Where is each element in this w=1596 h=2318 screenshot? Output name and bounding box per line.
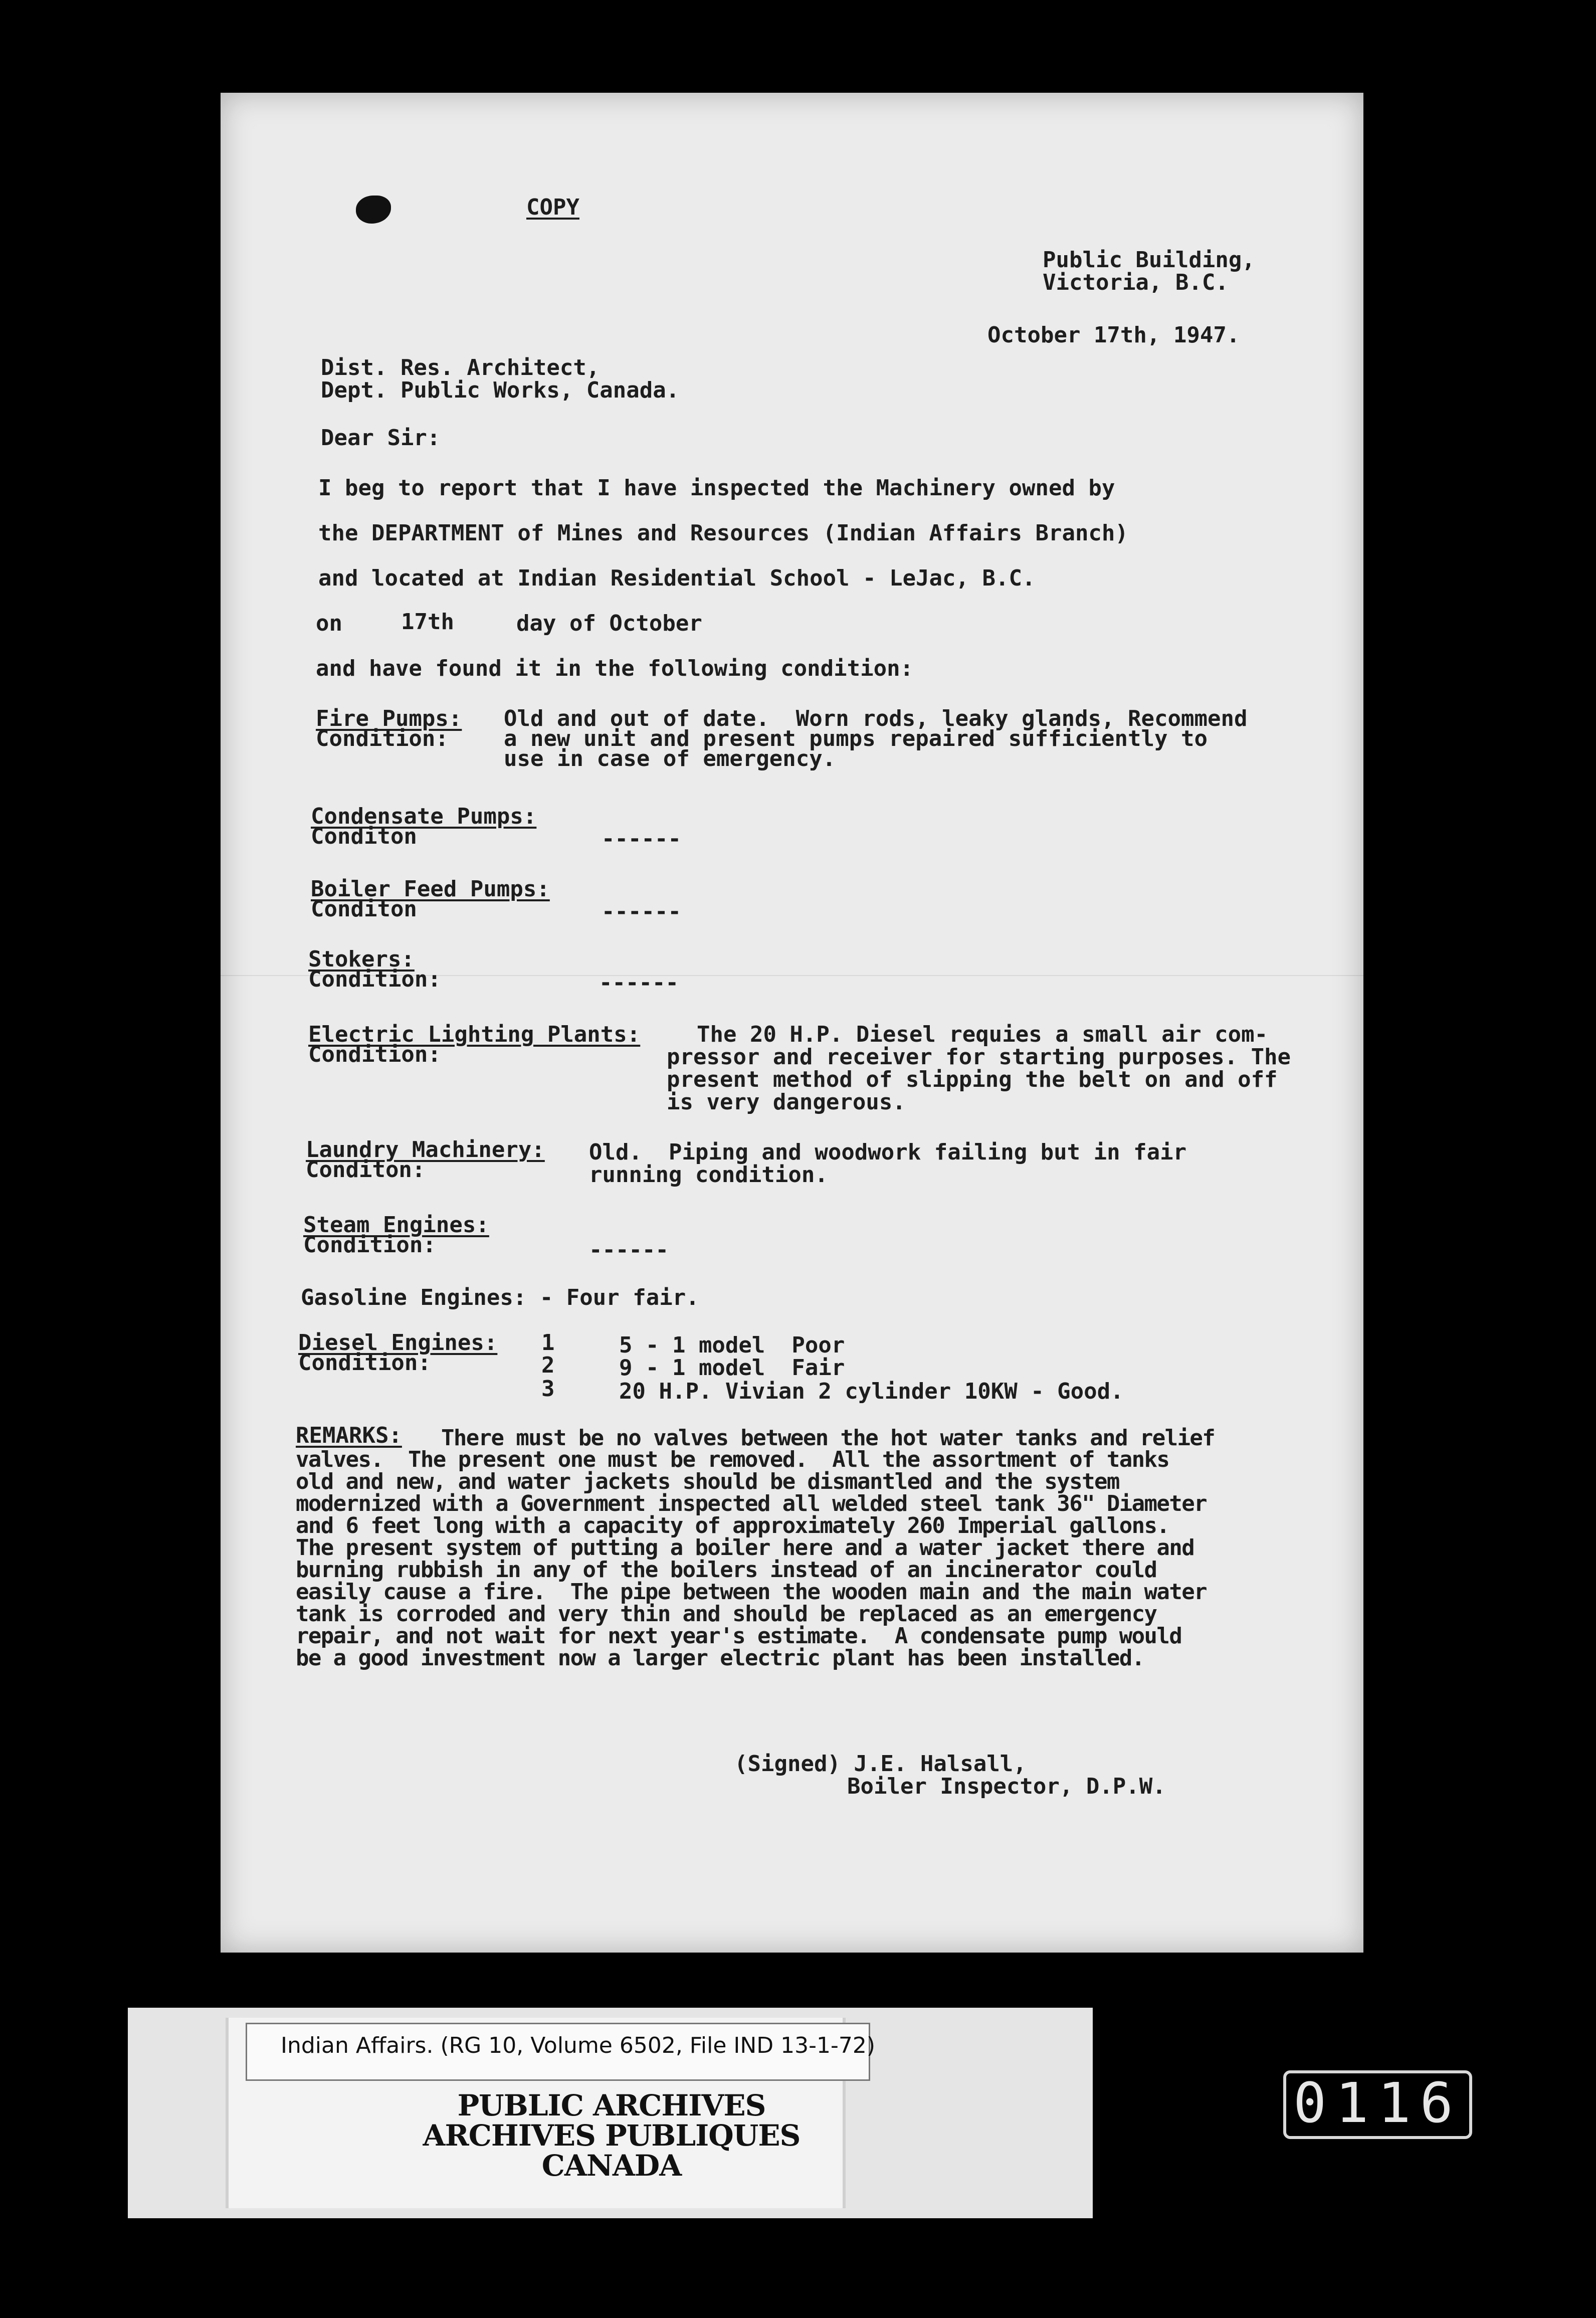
fire-pumps-label: Fire Pumps: (316, 706, 462, 731)
fire-pumps-text-2: a new unit and present pumps repaired sufficiently to (504, 726, 1208, 751)
intro-line-2: the DEPARTMENT of Mines and Resources (Indian Affairs Branch) (318, 520, 1128, 546)
stokers-label: Stokers: (308, 946, 415, 972)
condensate-pumps-label: Condensate Pumps: (311, 804, 537, 829)
date-day-of: day of October (516, 611, 702, 636)
laundry-machinery-text-2: running condition. (589, 1162, 828, 1188)
recipient-line-1: Dist. Res. Architect, (321, 355, 600, 380)
letter-date: October 17th, 1947. (987, 322, 1240, 348)
intro-line-1: I beg to report that I have inspected the Machinery owned by (318, 475, 1115, 501)
electric-lighting-label: Electric Lighting Plants: (308, 1022, 641, 1047)
sender-address-line-1: Public Building, (1043, 247, 1255, 273)
diesel-row-2-num: 2 (541, 1353, 555, 1378)
remarks-label: REMARKS: (296, 1423, 402, 1448)
diesel-engines-condition-label: Condition: (298, 1350, 431, 1376)
electric-lighting-text-2: pressor and receiver for starting purposes. The (667, 1044, 1291, 1070)
document-page (221, 93, 1363, 1953)
salutation: Dear Sir: (321, 425, 441, 451)
steam-engines-value: ------ (589, 1237, 669, 1263)
remarks-first-line: There must be no valves between the hot water tanks and relief (441, 1425, 1215, 1451)
gasoline-engines-line: Gasoline Engines: - Four fair. (301, 1285, 699, 1310)
electric-lighting-text-3: present method of slipping the belt on and off (667, 1067, 1278, 1092)
stokers-value: ------ (599, 970, 679, 996)
laundry-machinery-condition-label: Conditon: (306, 1157, 426, 1183)
found-line: and have found it in the following condition: (316, 656, 914, 681)
condensate-pumps-value: ------ (602, 826, 681, 852)
date-on: on (316, 611, 342, 636)
signature-title: Boiler Inspector, D.P.W. (847, 1774, 1166, 1799)
laundry-machinery-text-1: Old. Piping and woodwork failing but in fair (589, 1139, 1187, 1165)
electric-lighting-text-4: is very dangerous. (667, 1089, 906, 1115)
copy-heading: COPY (526, 195, 579, 220)
fire-pumps-text-3: use in case of emergency. (504, 746, 836, 771)
sender-address-line-2: Victoria, B.C. (1043, 270, 1229, 295)
diesel-row-2-text: 9 - 1 model Fair (619, 1355, 845, 1381)
remarks-line-3: modernized with a Government inspected all welded steel tank 36" Diameter (296, 1491, 1207, 1516)
boiler-feed-pumps-condition-label: Conditon (311, 896, 417, 922)
remarks-line-2: old and new, and water jackets should be dismantled and the system (296, 1469, 1119, 1494)
remarks-line-10: be a good investment now a larger electric plant has been installed. (296, 1645, 1144, 1671)
electric-lighting-condition-label: Condition: (308, 1042, 441, 1067)
boiler-feed-pumps-label: Boiler Feed Pumps: (311, 876, 550, 902)
remarks-line-9: repair, and not wait for next year's estimate. A condensate pump would (296, 1623, 1182, 1649)
signature-name: (Signed) J.E. Halsall, (734, 1751, 1027, 1777)
frame-counter: 0116 (1293, 2071, 1462, 2135)
fire-pumps-condition-label: Condition: (316, 726, 449, 751)
steam-engines-label: Steam Engines: (303, 1212, 489, 1238)
archive-line-1: PUBLIC ARCHIVES (457, 2088, 766, 2122)
electric-lighting-text-1: The 20 H.P. Diesel requies a small air com- (697, 1022, 1268, 1047)
remarks-line-5: The present system of putting a boiler here and a water jacket there and (296, 1535, 1194, 1561)
remarks-line-7: easily cause a fire. The pipe between the wooden main and the main water (296, 1579, 1207, 1605)
remarks-line-1: valves. The present one must be removed. All the assortment of tanks (296, 1447, 1169, 1472)
condensate-pumps-condition-label: Conditon (311, 824, 417, 849)
laundry-machinery-label: Laundry Machinery: (306, 1137, 545, 1163)
stokers-condition-label: Condition: (308, 967, 441, 992)
remarks-line-8: tank is corroded and very thin and should be replaced as an emergency (296, 1601, 1157, 1627)
remarks-line-6: burning rubbish in any of the boilers instead of an incinerator could (296, 1557, 1157, 1583)
recipient-line-2: Dept. Public Works, Canada. (321, 377, 680, 403)
archive-line-3: CANADA (541, 2149, 682, 2183)
remarks-line-4: and 6 feet long with a capacity of approximately 260 Imperial gallons. (296, 1513, 1169, 1538)
diesel-row-1-text: 5 - 1 model Poor (619, 1332, 845, 1358)
ink-blot (356, 196, 391, 224)
boiler-feed-pumps-value: ------ (602, 899, 681, 924)
fire-pumps-text-1: Old and out of date. Worn rods, leaky glands, Recommend (504, 706, 1248, 731)
steam-engines-condition-label: Condition: (303, 1232, 436, 1258)
intro-line-3: and located at Indian Residential School - LeJac, B.C. (318, 565, 1036, 591)
diesel-row-1-num: 1 (541, 1330, 555, 1356)
diesel-row-3-num: 3 (541, 1376, 555, 1402)
diesel-row-3-text: 20 H.P. Vivian 2 cylinder 10KW - Good. (619, 1379, 1124, 1404)
diesel-engines-label: Diesel Engines: (298, 1330, 498, 1356)
archive-line-2: ARCHIVES PUBLIQUES (423, 2118, 801, 2153)
archive-reference: Indian Affairs. (RG 10, Volume 6502, File IND 13-1-72) (281, 2033, 876, 2058)
date-day: 17th (401, 609, 454, 635)
